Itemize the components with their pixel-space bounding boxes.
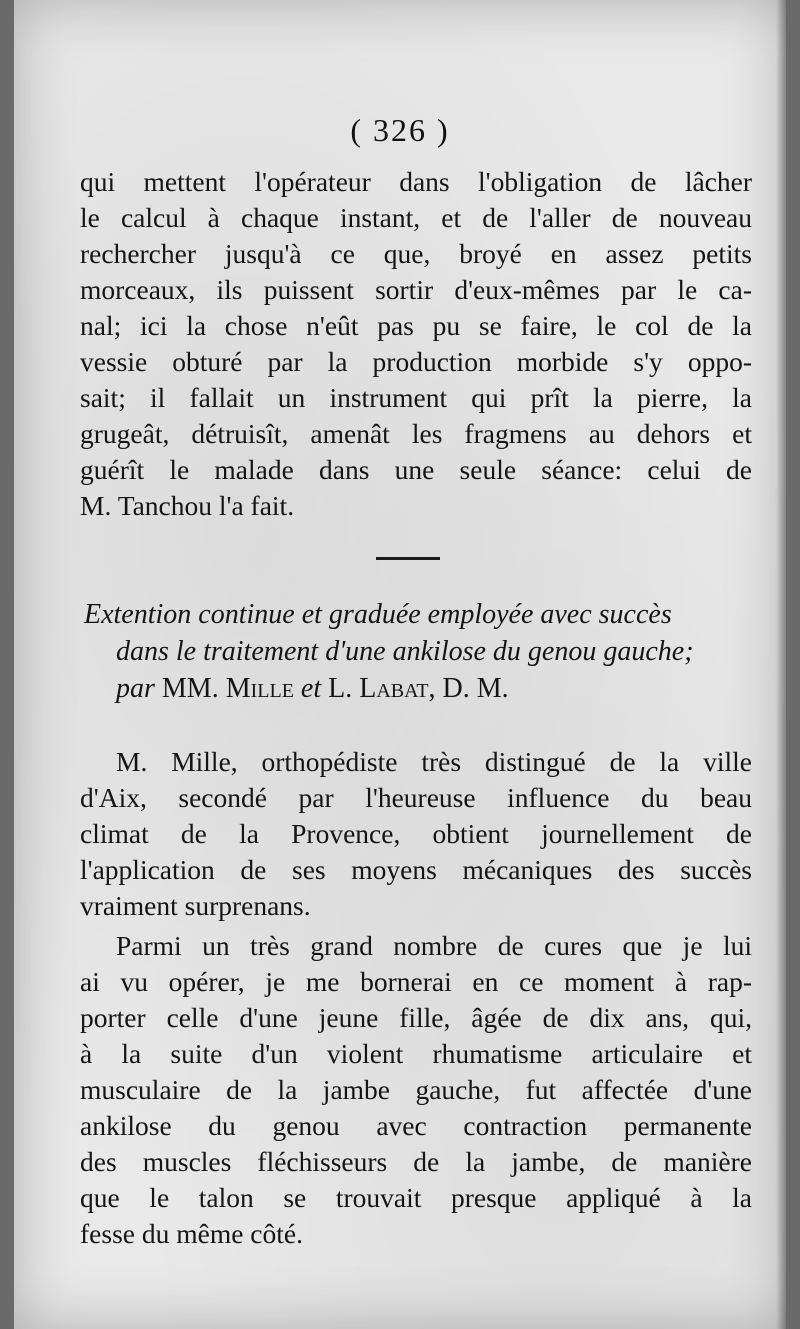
text-line: rechercher jusqu'à ce que, broyé en assez petits [80,238,752,269]
text-line: ai vu opérer, je me bornerai en ce moment à rap- [80,966,752,997]
page-number: ( 326 ) [350,112,450,148]
byline-author: MM. Mille [161,673,294,704]
title-line: dans le traitement d'une ankilose du genou gauche; [116,636,694,667]
text-line: à la suite d'un violent rhumatisme articulaire et [80,1038,752,1069]
book-page [14,0,786,1329]
text-line: sait; il fallait un instrument qui prît la pierre, la [80,382,752,413]
byline-conjunction: et [300,673,322,704]
text-line: ankilose du genou avec contraction permanente [80,1110,752,1141]
byline-author: L. Labat, D. M. [328,673,509,704]
paragraph-case [80,928,752,1252]
text-line: le calcul à chaque instant, et de l'aller de nouveau [80,202,752,233]
title-line: Extention continue et graduée employée avec succès [84,599,672,630]
text-line: vessie obturé par la production morbide s'y oppo- [80,346,752,377]
text-line: climat de la Provence, obtient journellement de [80,818,752,849]
text-line: M. Tanchou l'a fait. [80,490,295,521]
text-line: que le talon se trouvait presque appliqué à la [80,1182,752,1213]
text-line: fesse du même côté. [80,1218,303,1249]
text-line: morceaux, ils puissent sortir d'eux-mêmes par le ca- [80,274,752,305]
text-line: guérît le malade dans une seule séance: celui de [80,454,752,485]
article-title [84,596,764,707]
title-byline [84,670,764,707]
text-line: musculaire de la jambe gauche, fut affectée d'une [80,1074,752,1105]
text-line: l'application de ses moyens mécaniques des succès [80,854,752,885]
text-line: grugeât, détruisît, amenât les fragmens au dehors et [80,418,752,449]
text-line: porter celle d'une jeune fille, âgée de dix ans, qui, [80,1002,752,1033]
text-line: Parmi un très grand nombre de cures que je lui [116,930,752,961]
paragraph-intro [80,744,752,924]
text-line: nal; ici la chose n'eût pas pu se faire, le col de la [80,310,752,341]
text-line: des muscles fléchisseurs de la jambe, de manière [80,1146,752,1177]
page-edge-shadow [776,0,786,1329]
byline-prefix: par [116,673,155,704]
paragraph-continuation [80,164,752,524]
text-line: M. Mille, orthopédiste très distingué de la ville [116,746,752,777]
text-line: vraiment surprenans. [80,890,311,921]
text-line: d'Aix, secondé par l'heureuse influence du beau [80,782,752,813]
text-line: qui mettent l'opérateur dans l'obligation de lâcher [80,166,752,197]
section-divider [376,557,440,560]
